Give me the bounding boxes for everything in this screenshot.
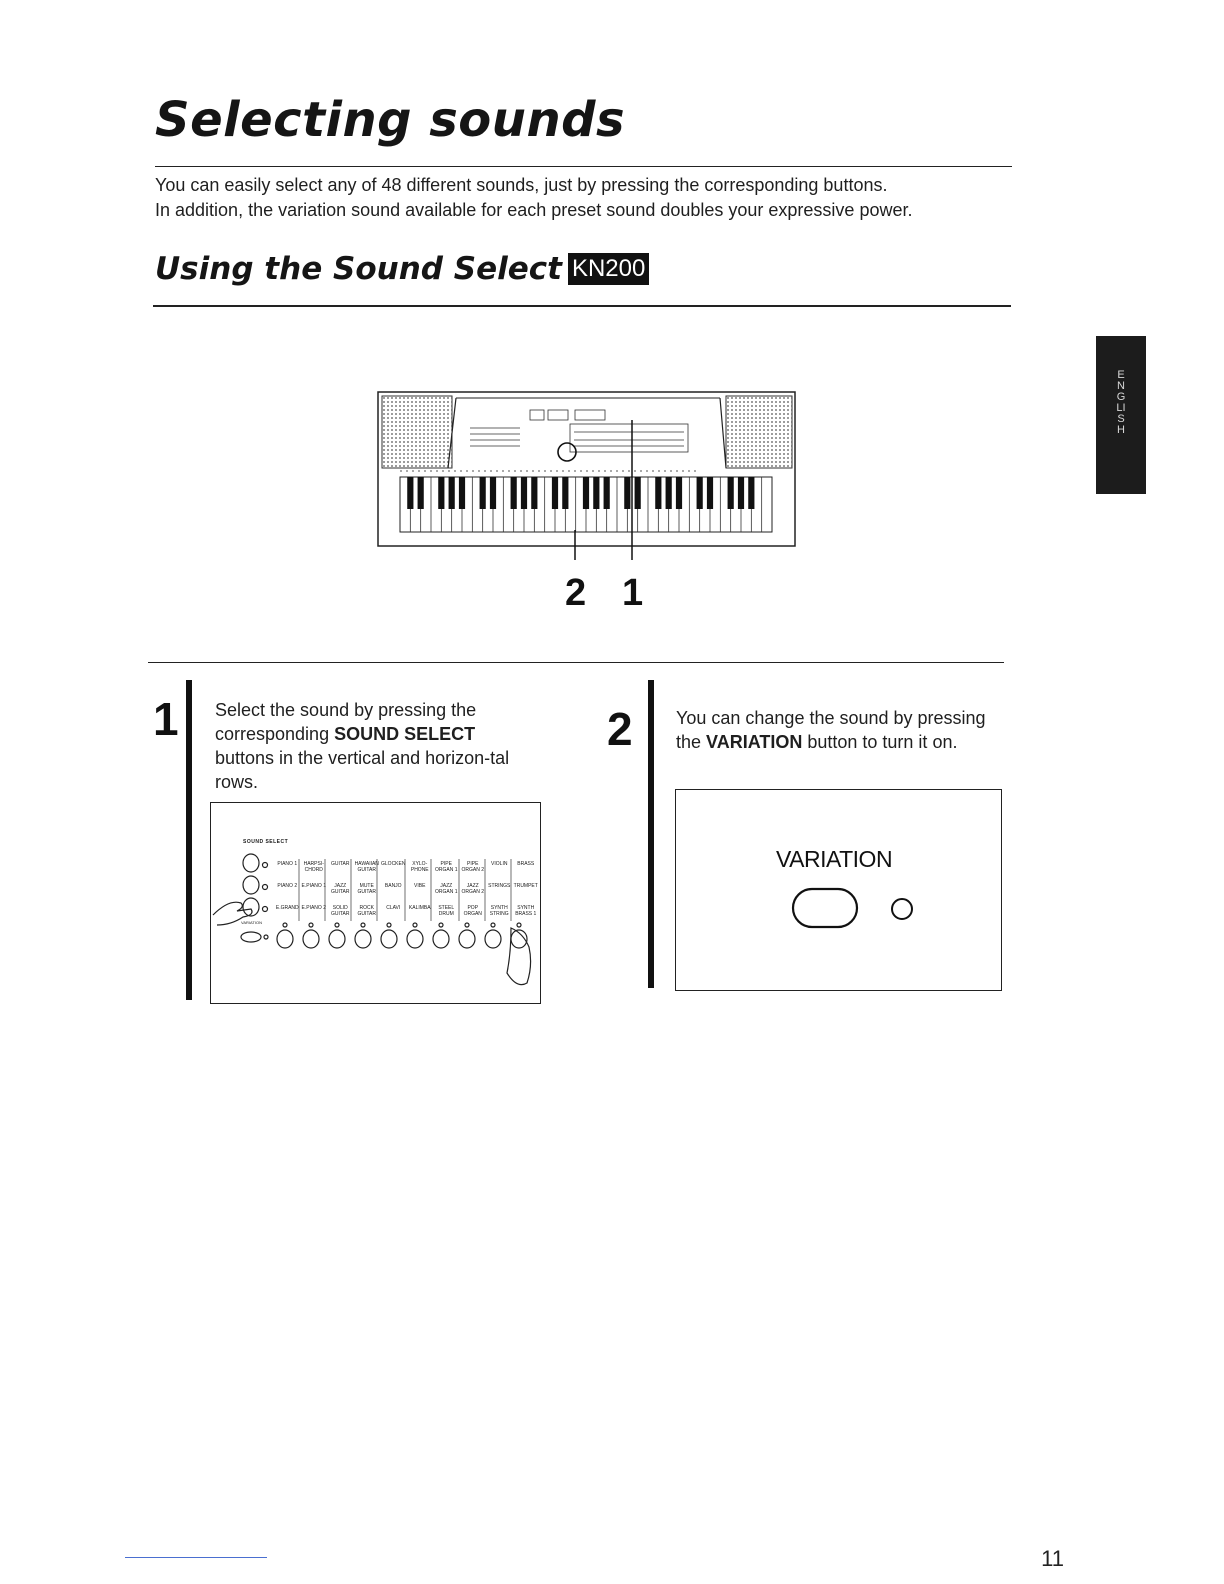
intro-line-2: In addition, the variation sound available for each preset sound doubles your expressive power. — [155, 200, 913, 220]
black-key — [521, 477, 527, 509]
black-key — [707, 477, 713, 509]
sound-label: VIOLIN — [491, 861, 508, 867]
sound-label: HAWAIIAN GUITAR — [354, 861, 379, 873]
intro-paragraph — [155, 173, 1015, 223]
step-1-bold: SOUND SELECT — [334, 724, 476, 744]
sound-label: STRINGS — [488, 883, 511, 889]
variation-button-small — [241, 932, 261, 942]
sound-label: HARPSI-CHORD — [303, 861, 324, 873]
black-key — [624, 477, 630, 509]
step-1-number: 1 — [153, 693, 179, 745]
black-key — [562, 477, 568, 509]
keyboard-illustration — [370, 380, 810, 560]
sound-column-lamp — [387, 923, 391, 927]
sound-label: KALIMBA — [408, 905, 431, 911]
step-1-bar — [186, 680, 192, 1000]
sound-label: GLOCKEN — [381, 861, 406, 867]
black-key — [490, 477, 496, 509]
sound-column-button — [485, 930, 501, 948]
sound-column-lamp — [335, 923, 339, 927]
sound-label: MUTE GUITAR — [357, 883, 377, 895]
step-2-text — [676, 706, 996, 754]
variation-panel — [675, 789, 1002, 991]
step-1-text-a: Select the sound by pressing the corresponding — [215, 700, 477, 744]
step-1-text-b: buttons in the vertical and horizon-tal rows. — [215, 748, 510, 792]
sound-label: TRUMPET — [513, 883, 538, 889]
black-key — [459, 477, 465, 509]
sound-label: SYNTH STRING — [489, 905, 509, 917]
sound-label: BRASS — [517, 861, 535, 867]
step-2-number: 2 — [607, 703, 633, 755]
section-heading-text: Using the Sound Select — [155, 251, 562, 287]
step-2-bar — [648, 680, 654, 988]
sound-label: PIPE ORGAN 1 — [434, 861, 458, 873]
sound-column-button — [355, 930, 371, 948]
sound-label: SYNTH BRASS 1 — [515, 905, 537, 917]
sound-label: PIANO 2 — [277, 883, 298, 889]
sound-column-button — [329, 930, 345, 948]
page-number: 11 — [1041, 1546, 1064, 1571]
section-heading — [155, 251, 649, 287]
black-key — [407, 477, 413, 509]
sound-column-button — [407, 930, 423, 948]
sound-column-button — [459, 930, 475, 948]
title-rule — [155, 166, 1012, 167]
right-speaker-grille — [726, 396, 792, 468]
sound-label: E.GRAND — [275, 905, 299, 911]
sound-column-lamp — [491, 923, 495, 927]
sound-label: E.PIANO 1 — [301, 883, 326, 889]
variation-small-label: VARIATION — [241, 920, 262, 925]
row-select-button-2 — [243, 876, 259, 894]
sound-column-lamp — [361, 923, 365, 927]
step-1-text — [215, 698, 525, 794]
sound-column-lamp — [413, 923, 417, 927]
sound-buttons-drawing — [211, 803, 540, 1003]
callout-number-right: 1 — [622, 572, 644, 614]
variation-button — [793, 889, 857, 927]
black-key — [418, 477, 424, 509]
black-key — [748, 477, 754, 509]
black-key — [593, 477, 599, 509]
black-key — [738, 477, 744, 509]
sound-column-button — [381, 930, 397, 948]
sound-label: VIBE — [414, 883, 426, 889]
black-key — [552, 477, 558, 509]
black-key — [666, 477, 672, 509]
sound-select-panel — [210, 802, 541, 1004]
column-buttons — [277, 923, 527, 948]
black-key — [511, 477, 517, 509]
variation-indicator-lamp — [892, 899, 912, 919]
black-key — [449, 477, 455, 509]
sound-column-button — [277, 930, 293, 948]
black-key — [604, 477, 610, 509]
variation-label: VARIATION — [776, 846, 893, 872]
sound-column-lamp — [465, 923, 469, 927]
step-2-bold: VARIATION — [706, 732, 803, 752]
sound-label: JAZZ ORGAN 1 — [434, 883, 458, 895]
black-key — [655, 477, 661, 509]
sound-label: JAZZ ORGAN 2 — [461, 883, 484, 895]
sound-label: ROCK GUITAR — [357, 905, 377, 917]
page-title: Selecting sounds — [155, 92, 626, 148]
sound-label: GUITAR — [330, 861, 350, 867]
sound-label: POP ORGAN — [463, 905, 482, 917]
sound-label: SOLID GUITAR — [330, 905, 350, 917]
sound-column-button — [303, 930, 319, 948]
side-tab-label: ENGLISH — [1116, 369, 1126, 436]
variation-button-drawing — [676, 790, 1001, 990]
footer-link-underline — [125, 1557, 267, 1558]
black-key — [635, 477, 641, 509]
sound-label: E.PIANO 2 — [301, 905, 326, 911]
black-key — [531, 477, 537, 509]
language-side-tab — [1096, 336, 1146, 494]
sound-label: CLAVI — [386, 905, 401, 911]
black-key — [728, 477, 734, 509]
section-rule — [153, 305, 1011, 307]
callout-number-left: 2 — [565, 572, 587, 614]
sound-column-lamp — [309, 923, 313, 927]
black-key — [438, 477, 444, 509]
sound-label: STEEL DRUM — [438, 905, 455, 917]
black-key — [676, 477, 682, 509]
sound-label: JAZZ GUITAR — [330, 883, 350, 895]
row-select-button-1 — [243, 854, 259, 872]
sound-label: XYLO-PHONE — [410, 861, 429, 873]
sound-column-lamp — [517, 923, 521, 927]
sound-label: PIANO 1 — [277, 861, 298, 867]
sound-column-lamp — [439, 923, 443, 927]
steps-rule — [148, 662, 1004, 663]
intro-line-1: You can easily select any of 48 different sounds, just by pressing the corresponding buttons. — [155, 175, 888, 195]
black-key — [583, 477, 589, 509]
step-2-text-a: You can change the sound by pressing the — [676, 708, 986, 752]
step-2-text-b: button to turn it on. — [802, 732, 958, 752]
black-key — [697, 477, 703, 509]
model-badge: KN200 — [568, 253, 649, 285]
sound-column-lamp — [283, 923, 287, 927]
left-speaker-grille — [382, 396, 452, 468]
sound-label: BANJO — [384, 883, 402, 889]
sound-select-heading: SOUND SELECT — [243, 839, 289, 845]
black-key — [480, 477, 486, 509]
sound-label: PIPE ORGAN 2 — [461, 861, 484, 873]
sound-column-button — [433, 930, 449, 948]
